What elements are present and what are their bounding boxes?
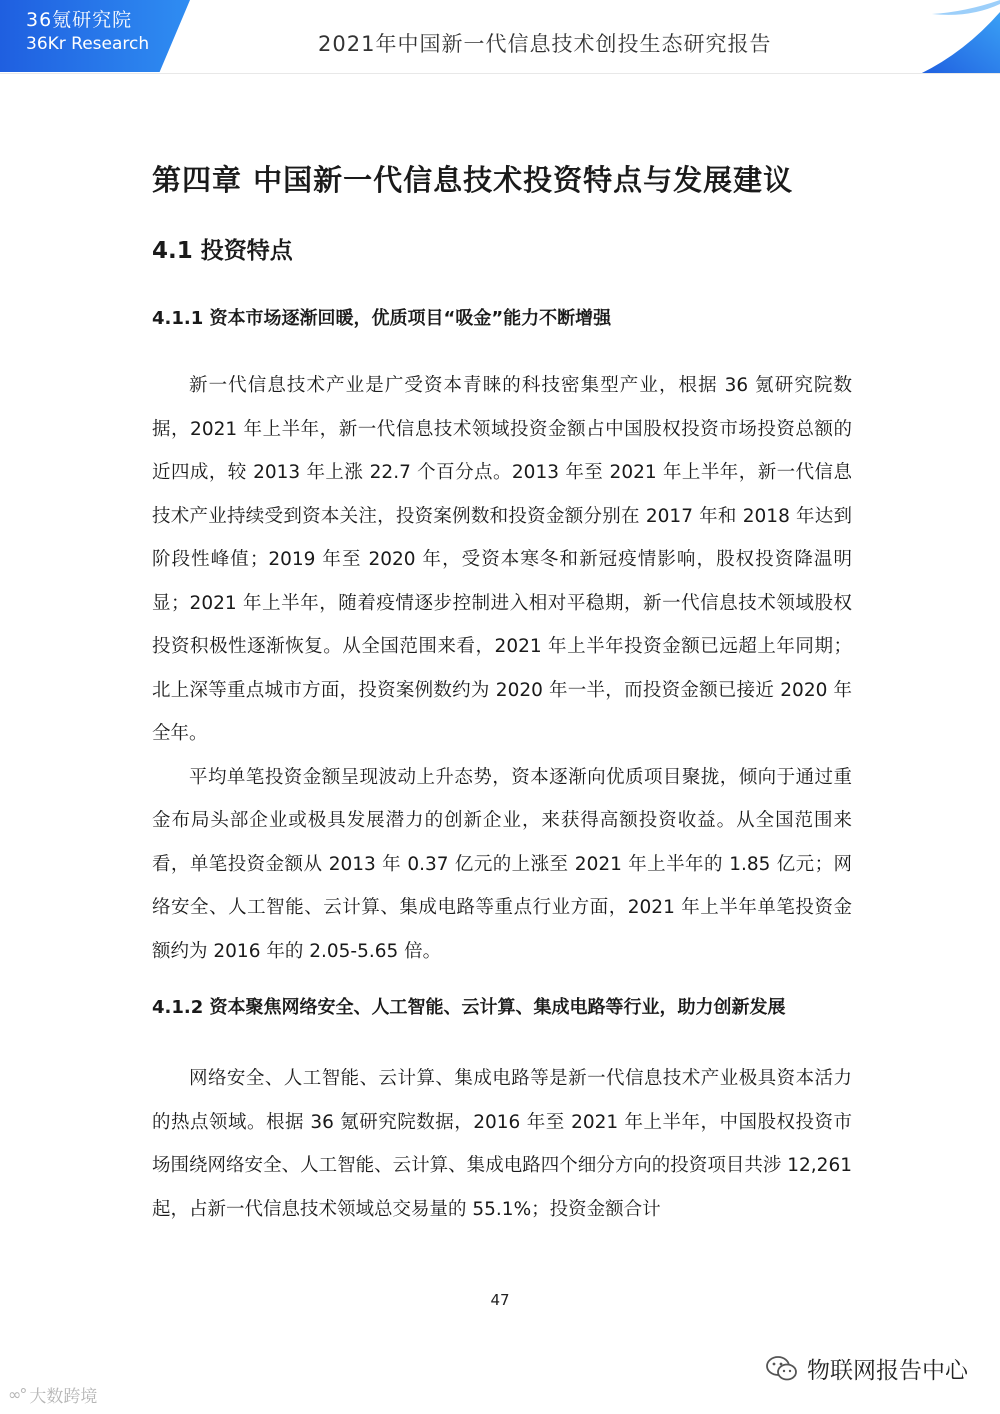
header-divider: [0, 73, 1000, 74]
wechat-icon: [765, 1355, 799, 1383]
watermark-right-text: 物联网报告中心: [807, 1358, 968, 1384]
paragraph-2: 平均单笔投资金额呈现波动上升态势，资本逐渐向优质项目聚拢，倾向于通过重金布局头部企业或极具发展潜力的创新企业，来获得高额投资收益。从全国范围来看，单笔投资金额从 2013 年 0.37 亿元的上涨至 2021 年上半年的 1.85 亿元；网络安全、人工智能、云计算、集成电路等重点行业方面，2021 年上半年单笔投资金额约为 2016 年的 2.05-5.65 倍。: [152, 766, 852, 962]
page-number: 47: [490, 1291, 510, 1309]
corner-decoration: [910, 0, 1000, 74]
brand-name-cn: 36氪研究院: [26, 9, 133, 31]
subsection-title-4-1-2: 4.1.2 资本聚焦网络安全、人工智能、云计算、集成电路等行业，助力创新发展: [152, 997, 786, 1018]
paragraph-3: 网络安全、人工智能、云计算、集成电路等是新一代信息技术产业极具资本活力的热点领域。根据 36 氪研究院数据，2016 年至 2021 年上半年，中国股权投资市场围绕网络安全、人工智能、云计算、集成电路四个细分方向的投资项目共涉 12,261 起，占新一代信息技术领域总交易量的 55.1%；投资金额合计: [152, 1068, 852, 1220]
brand-logo: [26, 8, 149, 56]
watermark-right: [765, 1352, 968, 1385]
watermark-left: [8, 1381, 97, 1407]
chapter-title: 第四章 中国新一代信息技术投资特点与发展建议: [152, 163, 794, 197]
document-body: [152, 150, 852, 1231]
report-title: 2021年中国新一代信息技术创投生态研究报告: [318, 32, 772, 56]
subsection-title-4-1-1: 4.1.1 资本市场逐渐回暖，优质项目“吸金”能力不断增强: [152, 308, 612, 329]
watermark-left-text: 大数跨境: [29, 1386, 98, 1407]
page-header: [0, 0, 1000, 74]
section-title: 4.1 投资特点: [152, 238, 293, 264]
paragraph-1: 新一代信息技术产业是广受资本青睐的科技密集型产业，根据 36 氪研究院数据，2021 年上半年，新一代信息技术领域投资金额占中国股权投资市场投资总额的近四成，较 2013 年上涨 22.7 个百分点。2013 年至 2021 年上半年，新一代信息技术产业持续受到资本关注，投资案例数和投资金额分别在 2017 年和 2018 年达到阶段性峰值；2019 年至 2020 年，受资本寒冬和新冠疫情影响，股权投资降温明显；2021 年上半年，随着疫情逐步控制进入相对平稳期，新一代信息技术领域股权投资积极性逐渐恢复。从全国范围来看，2021 年上半年投资金额已远超上年同期；北上深等重点城市方面，投资案例数约为 2020 年一半，而投资金额已接近 2020 年全年。: [152, 375, 852, 744]
brand-name-en: 36Kr Research: [26, 34, 150, 54]
watermark-logo-icon: ∞°: [8, 1384, 26, 1404]
